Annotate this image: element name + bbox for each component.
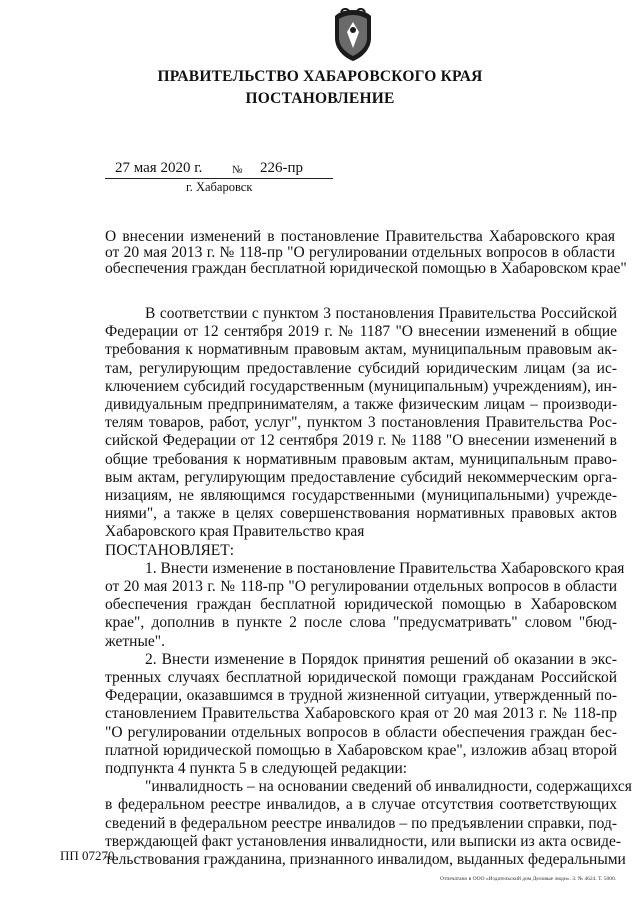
text-line: сведений в федеральном реестре инвалидов – по предъявлении справки, под- [105, 814, 617, 832]
text-line: там, регулирующим предоставление субсидий юридическим лицам (за ис- [105, 359, 617, 377]
text-line: Федерации, оказавшимся в трудной жизненной ситуации, утвержденный по- [105, 687, 617, 705]
preamble-paragraph [105, 305, 617, 542]
subject-line: обеспечения граждан бесплатной юридической помощью в Хабаровском крае" [105, 260, 627, 277]
decree-word: ПОСТАНОВЛЯЕТ: [105, 541, 235, 559]
text-line: от 20 мая 2013 г. № 118-пр "О регулировании отдельных вопросов в области [105, 578, 617, 596]
text-line: Хабаровского края Правительство края [105, 523, 365, 541]
text-line: ключением субсидий государственным (муниципальным) учреждениям), ин- [105, 377, 617, 395]
text-line: Федерации от 12 сентября 2019 г. № 1187 "О внесении изменений в общие [105, 323, 617, 341]
text-line: "О регулировании отдельных вопросов в области обеспечения граждан бес- [105, 723, 617, 741]
text-line: телям товаров, работ, услуг", пунктом 3 постановления Правительства Рос- [105, 414, 617, 432]
document-subject [105, 228, 627, 277]
item-2-paragraph [105, 651, 617, 778]
text-line: сийской Федерации от 12 сентября 2019 г. № 1188 "О внесении изменений в [105, 432, 617, 450]
document-city: г. Хабаровск [186, 180, 253, 194]
text-line: в федеральном реестре инвалидов, а в случае отсутствия соответствующих [105, 796, 617, 814]
government-title: ПРАВИТЕЛЬСТВО ХАБАРОВСКОГО КРАЯ [157, 68, 483, 85]
coat-of-arms-emblem [331, 8, 375, 62]
date-number-line [105, 160, 333, 179]
text-line: тельствования гражданина, признанного инвалидом, выданных федеральными [105, 851, 626, 869]
text-line: общие требования к нормативным правовым актам, муниципальным право- [105, 450, 617, 468]
text-line: "инвалидность – на основании сведений об инвалидности, содержащихся [145, 778, 632, 796]
subject-line: от 20 мая 2013 г. № 118-пр "О регулировании отдельных вопросов в области [105, 244, 615, 261]
document-date: 27 мая 2020 г. [115, 160, 203, 176]
text-line: платной юридической помощью в Хабаровском крае", изложив абзац второй [105, 741, 617, 759]
text-line: низациям, не являющимся государственными (муниципальными) учрежде- [105, 487, 617, 505]
subject-line: О внесении изменений в постановление Правительства Хабаровского края [105, 228, 615, 245]
text-line: В соответствии с пунктом 3 постановления Правительства Российской [145, 305, 617, 322]
text-line: требования к нормативным правовым актам, муниципальным правовым ак- [105, 341, 617, 359]
text-line: дивидуальным предпринимателям, а также физическим лицам – производи- [105, 396, 617, 414]
printer-note: Отпечатано в ООО «Издательский дом Деловые люди». З. № 4624. Т. 5000. [440, 876, 617, 882]
text-line: становлением Правительства Хабаровского края от 20 мая 2013 г. № 118-пр [105, 705, 617, 723]
text-line: вым актам, регулирующим предоставление субсидий некоммерческим орга- [105, 468, 617, 486]
number-sign: № [232, 164, 243, 176]
text-line: обеспечения граждан бесплатной юридической помощью в Хабаровском [105, 596, 617, 614]
text-line: тверждающей факт установления инвалидности, или выписки из акта освиде- [105, 832, 622, 850]
document-code: ПП 07270 [60, 848, 115, 863]
text-line: крае", дополнив в пункте 2 после слова "предусматривать" словом "бюд- [105, 614, 617, 632]
quoted-text-paragraph [105, 778, 632, 869]
document-body [105, 305, 632, 869]
text-line: 1. Внести изменение в постановление Правительства Хабаровского края [145, 559, 625, 577]
item-1-paragraph [105, 559, 625, 651]
document-type: ПОСТАНОВЛЕНИЕ [245, 90, 395, 107]
text-line: 2. Внести изменение в Порядок принятия решений об оказании в экс- [145, 650, 617, 668]
text-line: подпункта 4 пункта 5 в следующей редакции: [105, 760, 408, 778]
document-number: 226-пр [260, 160, 304, 176]
text-line: тренных случаях бесплатной юридической помощи гражданам Российской [105, 669, 617, 687]
text-line: ниями", а также в целях совершенствования нормативных правовых актов [105, 505, 617, 523]
text-line: жетные". [105, 632, 165, 650]
